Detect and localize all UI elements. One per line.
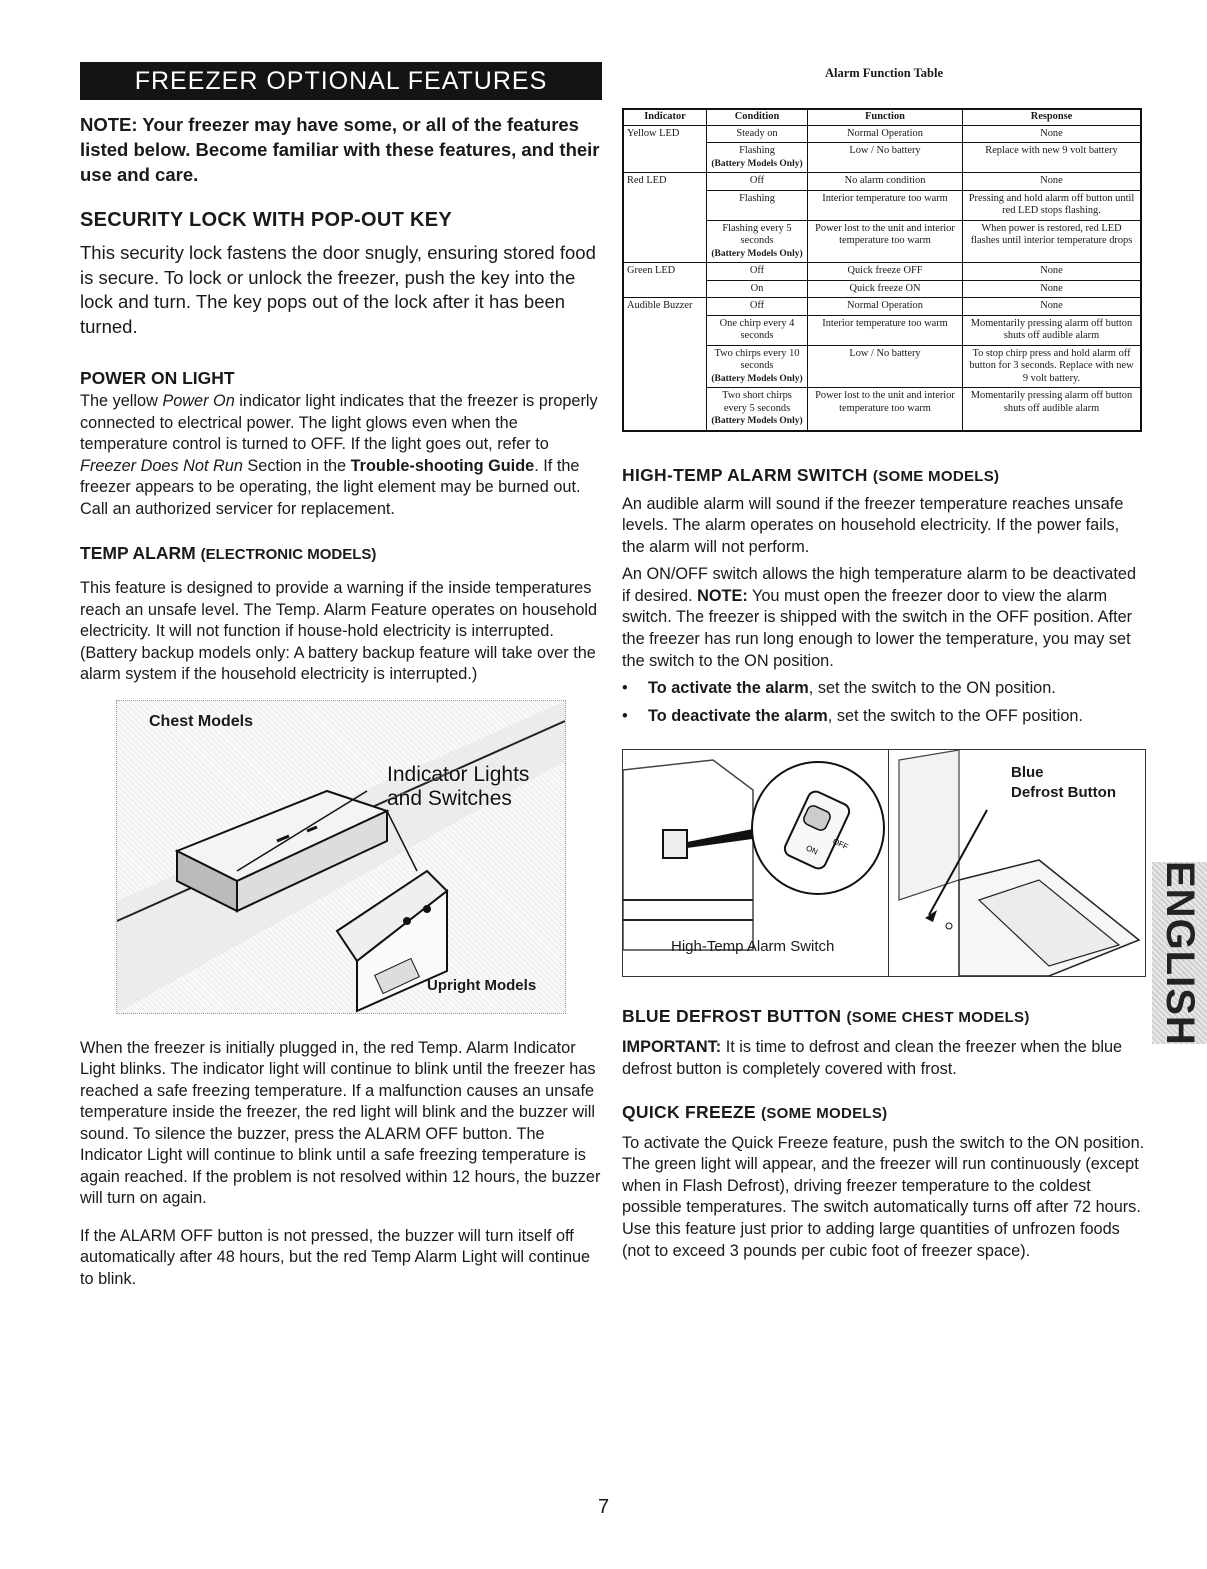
table-row [623, 345, 1141, 388]
response-cell: None [963, 298, 1142, 316]
table-row [623, 125, 1141, 143]
blue-defrost-illustration [889, 750, 1145, 976]
high-temp-switch-label: High-Temp Alarm Switch [671, 938, 835, 956]
indicator-cell: Yellow LED [623, 125, 707, 143]
blue-defrost-heading: BLUE DEFROST BUTTON (SOME CHEST MODELS) [622, 1006, 1030, 1027]
and-switches-label: and Switches [387, 786, 512, 810]
indicator-cell [623, 143, 707, 173]
function-cell: Power lost to the unit and interior temperature too warm [808, 220, 963, 263]
section-banner: FREEZER OPTIONAL FEATURES [80, 62, 602, 100]
condition-cell: Flashing every 5 seconds (Battery Models Only) [707, 220, 808, 263]
switch-on-text: ON [804, 843, 820, 858]
response-cell: Momentarily pressing alarm off button shuts off audible alarm [963, 388, 1142, 431]
response-cell: Momentarily pressing alarm off button shuts off audible alarm [963, 315, 1142, 345]
high-temp-text-2: An ON/OFF switch allows the high temperature alarm to be deactivated if desired. NOTE: You must open the freezer door to view the alarm switch. The freezer is shipped with the switch in the OFF position. After the freezer has run long enough to lower the temperature, you may set the switch to the ON position. [622, 565, 1136, 670]
function-cell: Normal Operation [808, 125, 963, 143]
quick-freeze-heading: QUICK FREEZE (SOME MODELS) [622, 1101, 888, 1122]
battery-models-note: (Battery Models Only) [711, 416, 803, 426]
condition-cell: Steady on [707, 125, 808, 143]
deactivate-bullet: • To deactivate the alarm, set the switch to the OFF position. [622, 706, 1083, 725]
condition-cell: Off [707, 298, 808, 316]
table-header: Response [963, 109, 1142, 125]
indicator-cell [623, 315, 707, 345]
function-cell: No alarm condition [808, 173, 963, 191]
indicator-cell: Red LED [623, 173, 707, 191]
indicator-cell [623, 220, 707, 263]
indicator-cell [623, 345, 707, 388]
table-header: Function [808, 109, 963, 125]
switch-off-text: OFF [831, 837, 850, 853]
table-header: Indicator [623, 109, 707, 125]
temp-alarm-text-1: This feature is designed to provide a warning if the inside temperatures reach an unsafe level. The Temp. Alarm Feature operates on household electricity. It will not function if house-hold electricity is interrupted. (Battery backup models only: A battery backup feature will take over the alarm system if the household electricity is interrupted.) [80, 579, 598, 683]
response-cell: None [963, 173, 1142, 191]
chest-models-label: Chest Models [149, 712, 254, 730]
table-row [623, 298, 1141, 316]
response-cell: None [1040, 127, 1063, 139]
response-cell: Replace with new 9 volt battery [963, 143, 1142, 173]
high-temp-switch-illustration [623, 750, 889, 976]
page-number: 7 [597, 1496, 610, 1518]
indicator-cell [623, 388, 707, 431]
table-row [623, 190, 1141, 220]
condition-cell: Flashing (Battery Models Only) [707, 143, 808, 173]
condition-cell: One chirp every 4 seconds [707, 315, 808, 345]
chest-upright-illustration [117, 701, 565, 1013]
indicator-cell: Green LED [623, 263, 707, 281]
security-lock-text: This security lock fastens the door snugly, ensuring stored food is secure. To lock or unlock the freezer, push the key into the lock and turn. The key pops out of the lock after it has been turned. [80, 242, 596, 337]
security-lock-heading: SECURITY LOCK WITH POP-OUT KEY [80, 209, 452, 231]
battery-models-note: (Battery Models Only) [711, 373, 803, 384]
features-note: NOTE: Your freezer may have some, or all of the features listed below. Become familiar with these features, and their use and care. [80, 114, 600, 185]
response-cell: When power is restored, red LED flashes until interior temperature drops [963, 220, 1142, 263]
battery-models-note: (Battery Models Only) [711, 158, 803, 169]
table-row [623, 280, 1141, 298]
quick-freeze-text: To activate the Quick Freeze feature, push the switch to the ON position. The green light will appear, and the freezer will run continuously (except when in Flash Defrost), driving freezer temperature to the coldest possible temperatures. The switch automatically turns off after 72 hours. Use this feature just prior to adding large quantities of unfrozen foods (not to exceed 3 pounds per cubic foot of freezer space). [622, 1133, 1145, 1260]
power-on-text: The yellow Power On indicator light indicates that the freezer is properly connected to electrical power. The light glows even when the temperature control is turned to OFF. If the light goes out, refer to Freezer Does Not Run Section in the Trouble-shooting Guide. If the freezer appears to be operating, the light element may be burned out. Call an authorized servicer for replacement. [80, 392, 598, 518]
left-column [80, 62, 602, 1290]
table-row [623, 315, 1141, 345]
language-side-tab [1152, 862, 1207, 1044]
activate-bullet: • To activate the alarm, set the switch to the ON position. [622, 679, 1056, 698]
table-row [623, 220, 1141, 263]
condition-cell: Two chirps every 10 seconds (Battery Models Only) [707, 345, 808, 388]
condition-cell: Two short chirps every 5 seconds (Battery Models Only) [707, 388, 808, 431]
blue-defrost-text: IMPORTANT: It is time to defrost and clean the freezer when the blue defrost button is completely covered with frost. [622, 1038, 1123, 1079]
high-temp-heading: HIGH-TEMP ALARM SWITCH (SOME MODELS) [622, 464, 1000, 485]
function-cell: Power lost to the unit and interior temperature too warm [808, 388, 963, 431]
alarm-function-table [622, 108, 1142, 432]
function-cell: Quick freeze ON [808, 280, 963, 298]
battery-models-note: (Battery Models Only) [711, 248, 803, 259]
condition-cell: Off [707, 263, 808, 281]
indicator-lights-figure [116, 700, 566, 1014]
function-cell: Low / No battery [808, 143, 963, 173]
defrost-button-label: Defrost Button [1011, 784, 1116, 802]
condition-cell: On [707, 280, 808, 298]
response-cell: None [963, 280, 1142, 298]
response-cell: Pressing and hold alarm off button until red LED stops flashing. [963, 190, 1142, 220]
alarm-table-body [623, 125, 1141, 431]
temp-alarm-heading: TEMP ALARM (ELECTRONIC MODELS) [80, 543, 377, 563]
function-cell: Low / No battery [808, 345, 963, 388]
table-row [623, 388, 1141, 431]
right-column [622, 62, 1146, 1262]
function-cell: Interior temperature too warm [808, 315, 963, 345]
indicator-cell [623, 280, 707, 298]
indicator-cell [623, 190, 707, 220]
condition-cell: Off [707, 173, 808, 191]
temp-alarm-text-2: When the freezer is initially plugged in, the red Temp. Alarm Indicator Light blinks. The indicator light will continue to blink until the freezer has reached a safe freezing temperature. If a malfunction causes an unsafe temperature inside the freezer, the red light will blink and the buzzer will sound. To silence the buzzer, press the ALARM OFF button. The Indicator Light will continue to blink until a safe freezing temperature is again reached. If the problem is not resolved within 12 hours, the buzzer will turn on again. [80, 1038, 601, 1207]
upright-models-label: Upright Models [427, 976, 537, 994]
indicator-lights-label: Indicator Lights [387, 762, 530, 786]
power-on-heading: POWER ON LIGHT [80, 368, 235, 388]
table-row [623, 173, 1141, 191]
function-cell: Normal Operation [808, 298, 963, 316]
response-cell: None [963, 263, 1142, 281]
temp-alarm-text-3: If the ALARM OFF button is not pressed, the buzzer will turn itself off automatically after 48 hours, but the red Temp Alarm Light will continue to blink. [80, 1226, 591, 1288]
table-row [623, 143, 1141, 173]
table-header: Condition [707, 109, 808, 125]
high-temp-text-1: An audible alarm will sound if the freezer temperature reaches unsafe levels. The alarm operates on household electricity. If the power fails, the alarm will not perform. [622, 494, 1124, 556]
defrost-switch-figure [622, 749, 1146, 977]
language-side-tab-label: ENGLISH [1158, 860, 1202, 1046]
function-cell: Quick freeze OFF [808, 263, 963, 281]
indicator-cell: Audible Buzzer [623, 298, 707, 316]
condition-cell: Flashing [707, 190, 808, 220]
blue-label: Blue [1011, 764, 1044, 782]
alarm-table-title: Alarm Function Table [824, 66, 944, 80]
response-cell: To stop chirp press and hold alarm off button for 3 seconds. Replace with new 9 volt battery. [963, 345, 1142, 388]
table-row [623, 263, 1141, 281]
function-cell: Interior temperature too warm [808, 190, 963, 220]
